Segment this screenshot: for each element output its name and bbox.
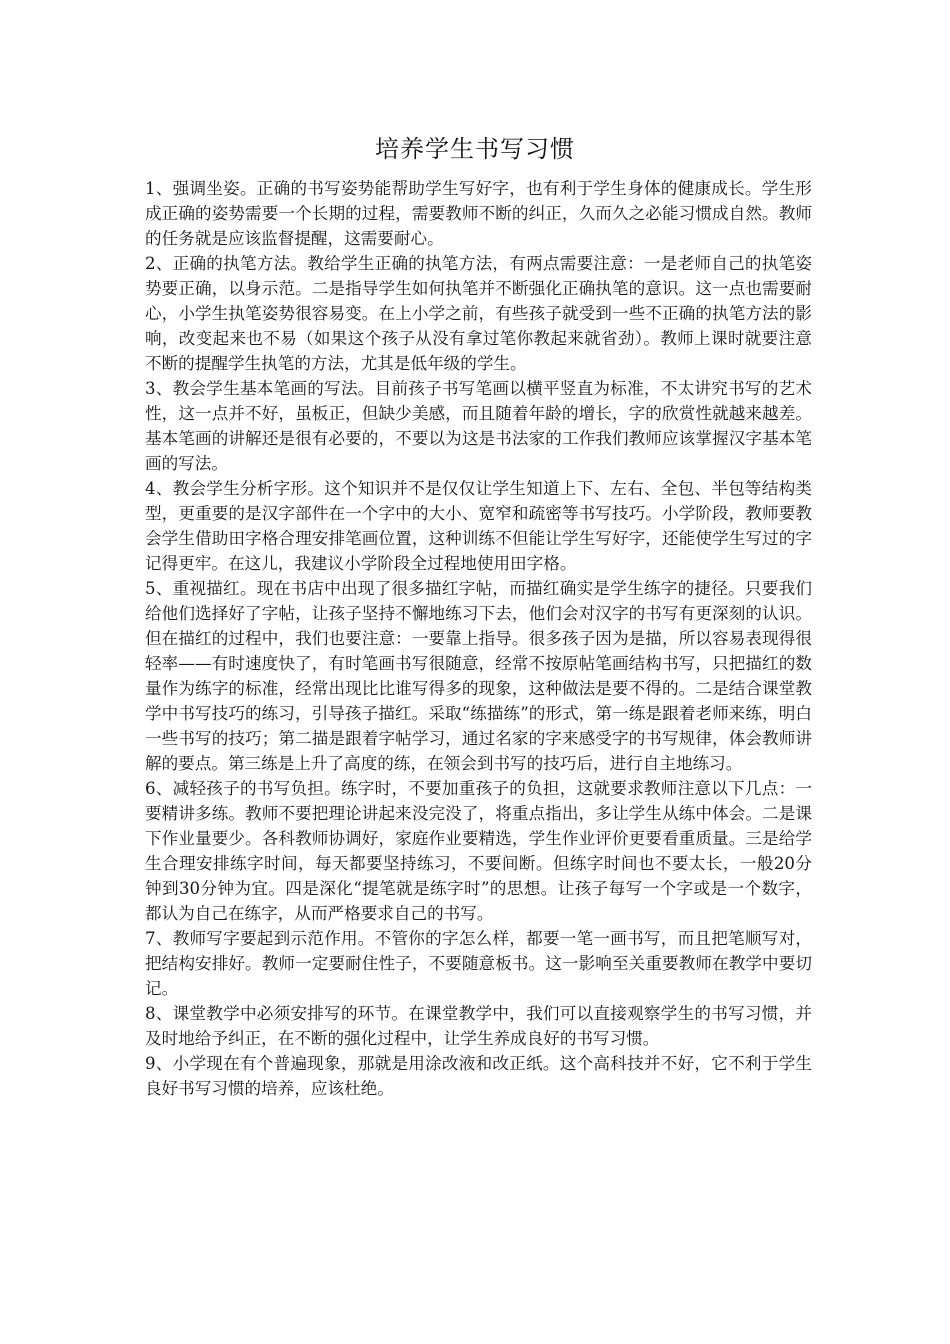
- paragraph-9: 9、小学现在有个普遍现象，那就是用涂改液和改正纸。这个高科技并不好，它不利于学生良好书写习惯的培养，应该杜绝。: [145, 1054, 812, 1098]
- paragraph-5: 5、重视描红。现在书店中出现了很多描红字帖，而描红确实是学生练字的捷径。只要我们给他们选择好了字帖，让孩子坚持不懈地练习下去，他们会对汉字的书写有更深刻的认识。但在描红的过程中，我们也要注意：一要靠上指导。很多孩子因为是描，所以容易表现得很轻率——有时速度快了，有时笔画书写很随意，经常不按原帖笔画结构书写，只把描红的数量作为练字的标准，经常出现比比谁写得多的现象，这种做法是要不得的。二是结合课堂教学中书写技巧的练习，引导孩子描红。采取“练描练”的形式，第一练是跟着老师来练，明白一些书写的技巧；第二描是跟着字帖学习，通过名家的字来感受字的书写规律，体会教师讲解的要点。第三练是上升了高度的练，在领会到书写的技巧后，进行自主地练习。: [145, 579, 812, 773]
- document-title: 培养学生书写习惯: [375, 135, 575, 163]
- document-body: [145, 176, 812, 1101]
- paragraph-7: 7、教师写字要起到示范作用。不管你的字怎么样，都要一笔一画书写，而且把笔顺写对，把结构安排好。教师一定要耐住性子，不要随意板书。这一影响至关重要教师在教学中要切记。: [145, 929, 812, 998]
- paragraph-1: 1、强调坐姿。正确的书写姿势能帮助学生写好字，也有利于学生身体的健康成长。学生形成正确的姿势需要一个长期的过程，需要教师不断的纠正，久而久之必能习惯成自然。教师的任务就是应该监督提醒，这需要耐心。: [145, 179, 812, 248]
- paragraph-4: 4、教会学生分析字形。这个知识并不是仅仅让学生知道上下、左右、全包、半包等结构类型，更重要的是汉字部件在一个字中的大小、宽窄和疏密等书写技巧。小学阶段，教师要教会学生借助田字格合理安排笔画位置，这种训练不但能让学生写好字，还能使学生写过的字记得更牢。在这儿，我建议小学阶段全过程地使用田字格。: [145, 479, 812, 573]
- paragraph-2: 2、正确的执笔方法。教给学生正确的执笔方法，有两点需要注意：一是老师自己的执笔姿势要正确，以身示范。二是指导学生如何执笔并不断强化正确执笔的意识。这一点也需要耐心，小学生执笔姿势很容易变。在上小学之前，有些孩子就受到一些不正确的执笔方法的影响，改变起来也不易（如果这个孩子从没有拿过笔你教起来就省劲）。教师上课时就要注意不断的提醒学生执笔的方法，尤其是低年级的学生。: [145, 254, 812, 373]
- paragraph-6: 6、减轻孩子的书写负担。练字时，不要加重孩子的负担，这就要求教师注意以下几点：一要精讲多练。教师不要把理论讲起来没完没了，将重点指出，多让学生从练中体会。二是课下作业量要少。各科教师协调好，家庭作业要精选，学生作业评价更要看重质量。三是给学生合理安排练字时间，每天都要坚持练习，不要间断。但练字时间也不要太长，一般20分钟到30分钟为宜。四是深化“提笔就是练字时”的思想。让孩子每写一个字或是一个数字，都认为自己在练字，从而严格要求自己的书写。: [145, 779, 812, 923]
- paragraph-3: 3、教会学生基本笔画的写法。目前孩子书写笔画以横平竖直为标准，不太讲究书写的艺术性，这一点并不好，虽板正，但缺少美感，而且随着年龄的增长，字的欣赏性就越来越差。基本笔画的讲解还是很有必要的，不要以为这是书法家的工作我们教师应该掌握汉字基本笔画的写法。: [145, 379, 812, 473]
- paragraph-8: 8、课堂教学中必须安排写的环节。在课堂教学中，我们可以直接观察学生的书写习惯，并及时地给予纠正，在不断的强化过程中，让学生养成良好的书写习惯。: [145, 1004, 812, 1048]
